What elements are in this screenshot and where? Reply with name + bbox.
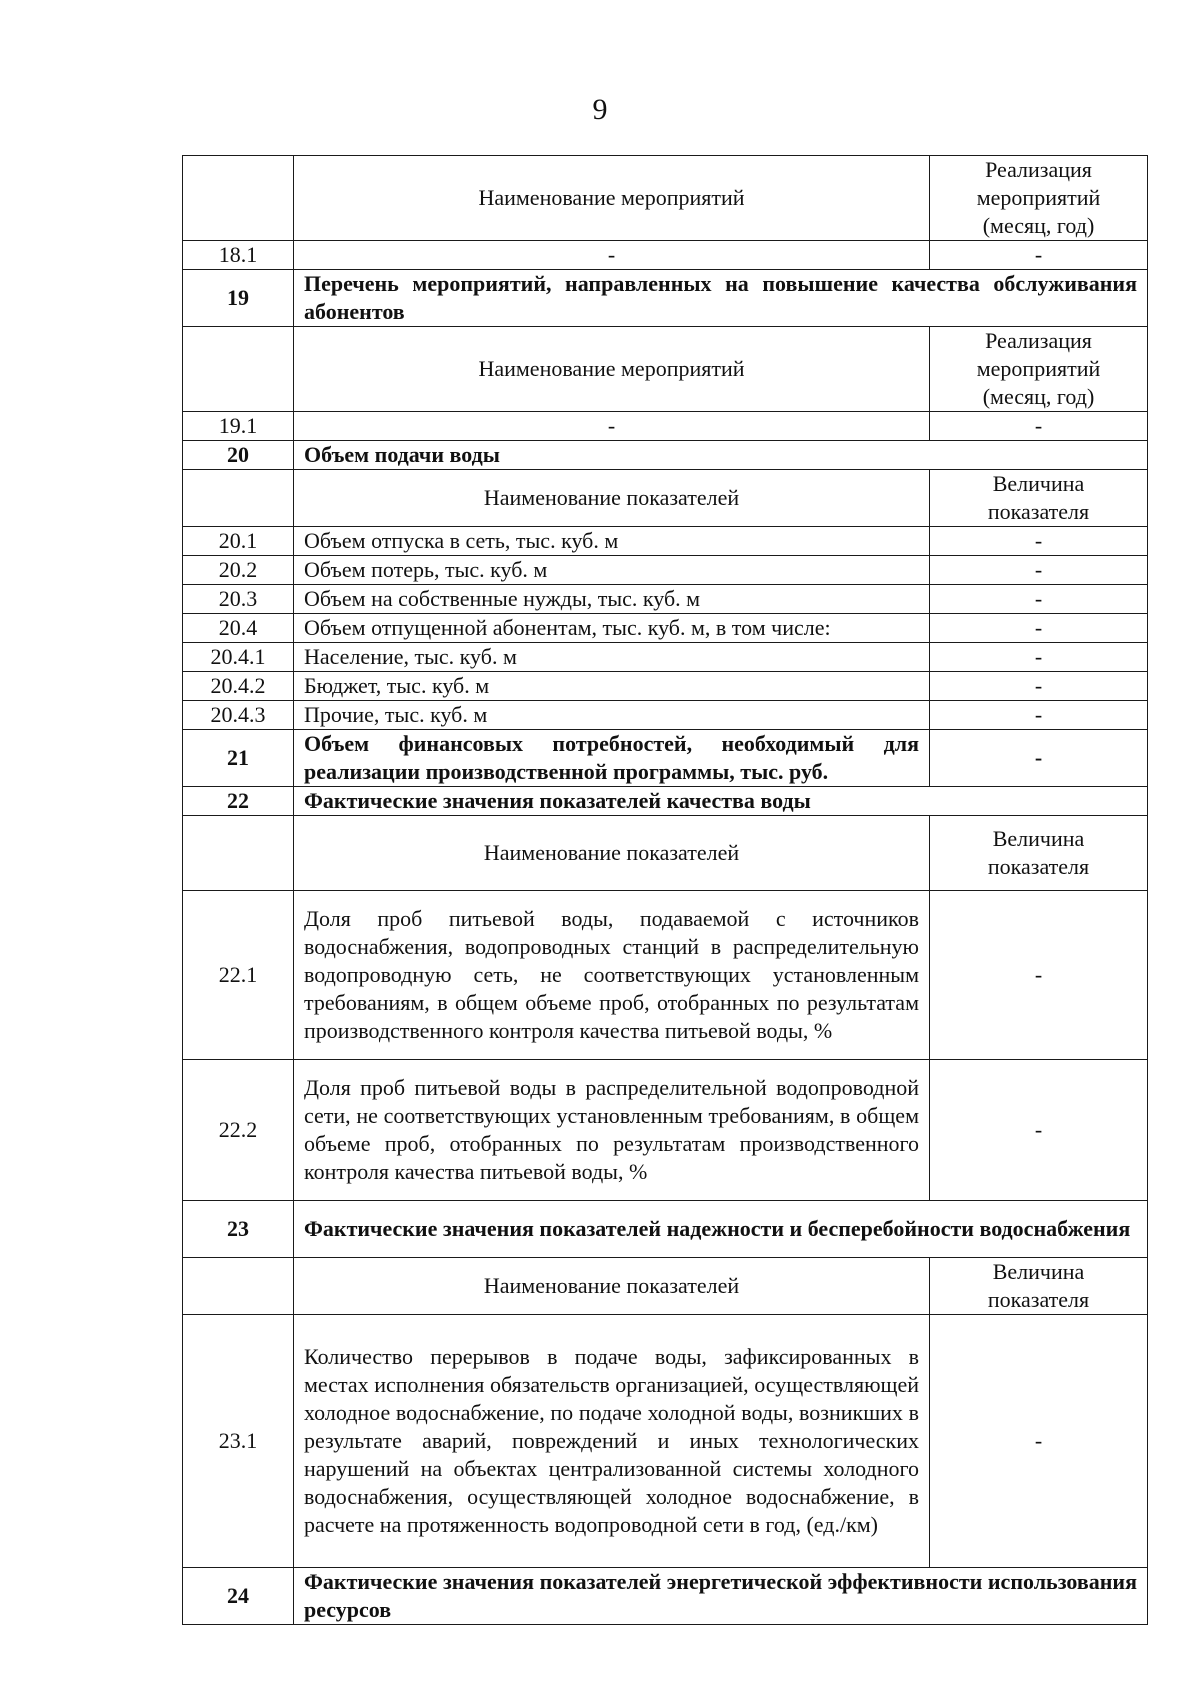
header-name-cell: Наименование мероприятий bbox=[294, 327, 930, 412]
header-value-cell: Величина показателя bbox=[930, 816, 1148, 891]
table-header-row bbox=[183, 470, 1148, 527]
row-name: Объем на собственные нужды, тыс. куб. м bbox=[294, 585, 930, 614]
row-name: Бюджет, тыс. куб. м bbox=[294, 672, 930, 701]
section-row bbox=[183, 441, 1148, 470]
table-row bbox=[183, 1315, 1148, 1568]
row-number: 22.1 bbox=[183, 891, 294, 1060]
row-value: - bbox=[930, 412, 1148, 441]
section-number: 20 bbox=[183, 441, 294, 470]
header-name-cell: Наименование показателей bbox=[294, 816, 930, 891]
row-value: - bbox=[930, 1315, 1148, 1568]
header-value-cell: Величина показателя bbox=[930, 470, 1148, 527]
table-row bbox=[183, 672, 1148, 701]
table-row bbox=[183, 412, 1148, 441]
row-value: - bbox=[930, 701, 1148, 730]
section-number: 24 bbox=[183, 1568, 294, 1625]
row-value: - bbox=[930, 643, 1148, 672]
section-number: 19 bbox=[183, 270, 294, 327]
row-name: Объем потерь, тыс. куб. м bbox=[294, 556, 930, 585]
row-name: Доля проб питьевой воды, подаваемой с источников водоснабжения, водопроводных станций в распределительную водопроводную сеть, не соответствующих установленным требованиям, в общем объеме проб, отобранных по результатам производственного контроля качества питьевой воды, % bbox=[294, 891, 930, 1060]
section-title: Фактические значения показателей качества воды bbox=[294, 787, 1148, 816]
row-value: - bbox=[930, 241, 1148, 270]
row-value: - bbox=[930, 891, 1148, 1060]
section-title: Фактические значения показателей надежности и бесперебойности водоснабжения bbox=[294, 1201, 1148, 1258]
row-name: Объем отпущенной абонентам, тыс. куб. м, в том числе: bbox=[294, 614, 930, 643]
row-number: 18.1 bbox=[183, 241, 294, 270]
table-row bbox=[183, 730, 1148, 787]
row-number: 20.3 bbox=[183, 585, 294, 614]
row-value: - bbox=[930, 585, 1148, 614]
table-row bbox=[183, 1060, 1148, 1201]
section-title: Перечень мероприятий, направленных на повышение качества обслуживания абонентов bbox=[294, 270, 1148, 327]
row-name: - bbox=[294, 241, 930, 270]
row-number: 22.2 bbox=[183, 1060, 294, 1201]
row-name: Количество перерывов в подаче воды, зафиксированных в местах исполнения обязательств организацией, осуществляющей холодное водоснабжение, по подаче холодной воды, возникших в результате аварий, повреждений и иных технологических нарушений на объектах централизованной системы холодного водоснабжения, осуществляющей холодное водоснабжение, в расчете на протяженность водопроводной сети в год, (ед./км) bbox=[294, 1315, 930, 1568]
section-title: Фактические значения показателей энергетической эффективности использования ресурсов bbox=[294, 1568, 1148, 1625]
row-number: 20.4.2 bbox=[183, 672, 294, 701]
row-number: 21 bbox=[183, 730, 294, 787]
row-value: - bbox=[930, 672, 1148, 701]
table-row bbox=[183, 527, 1148, 556]
section-number: 23 bbox=[183, 1201, 294, 1258]
section-number: 22 bbox=[183, 787, 294, 816]
header-name-cell: Наименование показателей bbox=[294, 1258, 930, 1315]
row-number: 20.4.1 bbox=[183, 643, 294, 672]
row-name: Объем финансовых потребностей, необходимый для реализации производственной программы, тыс. руб. bbox=[294, 730, 930, 787]
table-row bbox=[183, 241, 1148, 270]
section-title: Объем подачи воды bbox=[294, 441, 1148, 470]
header-value-cell: Реализация мероприятий (месяц, год) bbox=[930, 327, 1148, 412]
table-row bbox=[183, 701, 1148, 730]
header-name-cell: Наименование показателей bbox=[294, 470, 930, 527]
header-number-cell bbox=[183, 816, 294, 891]
header-number-cell bbox=[183, 1258, 294, 1315]
row-name: - bbox=[294, 412, 930, 441]
production-program-table bbox=[182, 155, 1148, 1625]
row-number: 20.4.3 bbox=[183, 701, 294, 730]
row-number: 20.2 bbox=[183, 556, 294, 585]
header-value-cell: Величина показателя bbox=[930, 1258, 1148, 1315]
row-value: - bbox=[930, 527, 1148, 556]
row-value: - bbox=[930, 556, 1148, 585]
table-row bbox=[183, 585, 1148, 614]
table-row bbox=[183, 614, 1148, 643]
row-number: 23.1 bbox=[183, 1315, 294, 1568]
table-row bbox=[183, 643, 1148, 672]
table-header-row bbox=[183, 816, 1148, 891]
table-row bbox=[183, 891, 1148, 1060]
row-name: Доля проб питьевой воды в распределительной водопроводной сети, не соответствующих установленным требованиям, в общем объеме проб, отобранных по результатам производственного контроля качества питьевой воды, % bbox=[294, 1060, 930, 1201]
header-name-cell: Наименование мероприятий bbox=[294, 156, 930, 241]
row-name: Население, тыс. куб. м bbox=[294, 643, 930, 672]
row-value: - bbox=[930, 614, 1148, 643]
row-value: - bbox=[930, 1060, 1148, 1201]
header-number-cell bbox=[183, 327, 294, 412]
row-name: Прочие, тыс. куб. м bbox=[294, 701, 930, 730]
row-number: 20.1 bbox=[183, 527, 294, 556]
table-header-row bbox=[183, 156, 1148, 241]
section-row bbox=[183, 270, 1148, 327]
row-number: 19.1 bbox=[183, 412, 294, 441]
table-row bbox=[183, 556, 1148, 585]
header-number-cell bbox=[183, 470, 294, 527]
table-header-row bbox=[183, 327, 1148, 412]
table-header-row bbox=[183, 1258, 1148, 1315]
row-name: Объем отпуска в сеть, тыс. куб. м bbox=[294, 527, 930, 556]
header-value-cell: Реализация мероприятий (месяц, год) bbox=[930, 156, 1148, 241]
section-row bbox=[183, 1568, 1148, 1625]
section-row bbox=[183, 787, 1148, 816]
row-number: 20.4 bbox=[183, 614, 294, 643]
page-number: 9 bbox=[592, 93, 608, 126]
row-value: - bbox=[930, 730, 1148, 787]
header-number-cell bbox=[183, 156, 294, 241]
section-row bbox=[183, 1201, 1148, 1258]
